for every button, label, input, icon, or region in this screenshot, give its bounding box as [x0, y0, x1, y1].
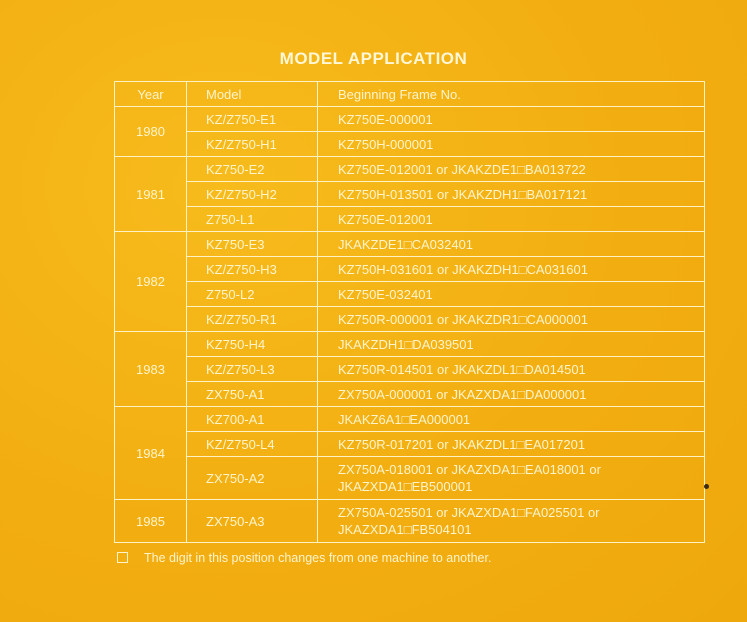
frame-cell — [318, 107, 705, 132]
model-cell: KZ750-E3 — [187, 232, 318, 257]
frame-cell — [318, 332, 705, 357]
frame-cell — [318, 307, 705, 332]
model-cell: ZX750-A1 — [187, 382, 318, 407]
table-row — [115, 282, 705, 307]
year-cell: 1984 — [115, 407, 187, 500]
table-row — [115, 457, 705, 500]
frame-cell — [318, 257, 705, 282]
frame-cell — [318, 207, 705, 232]
frame-number-line: ZX750A-025501 or JKAZXDA1□FA025501 or — [338, 505, 600, 520]
table-row — [115, 357, 705, 382]
model-cell: KZ/Z750-L3 — [187, 357, 318, 382]
model-cell: KZ700-A1 — [187, 407, 318, 432]
model-cell: KZ750-H4 — [187, 332, 318, 357]
frame-cell — [318, 132, 705, 157]
frame-cell — [318, 407, 705, 432]
frame-cell — [318, 457, 705, 500]
table-row — [115, 182, 705, 207]
frame-number-line: JKAZXDA1□FB504101 — [338, 522, 472, 537]
page-title: MODEL APPLICATION — [279, 49, 468, 68]
footnote-text: The digit in this position changes from one machine to another. — [144, 551, 492, 565]
header-model: Model — [187, 82, 318, 107]
frame-number-line: KZ750H-013501 or JKAKZDH1□BA017121 — [338, 186, 588, 202]
model-cell: KZ/Z750-L4 — [187, 432, 318, 457]
table-row — [115, 382, 705, 407]
frame-number-line: JKAKZDH1□DA039501 — [338, 336, 474, 352]
frame-cell — [318, 282, 705, 307]
frame-number-line: KZ750E-012001 — [338, 211, 433, 227]
model-cell: KZ/Z750-E1 — [187, 107, 318, 132]
frame-number-line: ZX750A-018001 or JKAZXDA1□EA018001 or — [338, 462, 601, 477]
table-body — [115, 107, 705, 543]
model-application-table — [114, 81, 705, 543]
frame-number-line: JKAKZDE1□CA032401 — [338, 236, 474, 252]
table-row — [115, 157, 705, 182]
table-row — [115, 500, 705, 543]
frame-number-line: KZ750H-000001 — [338, 136, 434, 152]
footnote — [117, 551, 491, 565]
frame-number-line: JKAKZ6A1□EA000001 — [338, 411, 471, 427]
year-cell: 1980 — [115, 107, 187, 157]
year-cell: 1983 — [115, 332, 187, 407]
frame-cell — [318, 357, 705, 382]
frame-cell — [318, 157, 705, 182]
frame-number-line: KZ750H-031601 or JKAKZDH1□CA031601 — [338, 261, 588, 277]
model-cell: Z750-L2 — [187, 282, 318, 307]
model-cell: ZX750-A2 — [187, 457, 318, 500]
frame-cell — [318, 182, 705, 207]
year-cell: 1985 — [115, 500, 187, 543]
table-row — [115, 257, 705, 282]
header-year: Year — [115, 82, 187, 107]
frame-cell — [318, 500, 705, 543]
ink-spot — [704, 484, 709, 489]
frame-number-line: JKAZXDA1□EB500001 — [338, 479, 473, 494]
table-row — [115, 132, 705, 157]
table-row — [115, 432, 705, 457]
model-cell: KZ/Z750-H3 — [187, 257, 318, 282]
model-cell: KZ750-E2 — [187, 157, 318, 182]
square-placeholder-icon — [117, 552, 128, 563]
model-cell: KZ/Z750-H2 — [187, 182, 318, 207]
table-row — [115, 332, 705, 357]
frame-number-line: KZ750R-000001 or JKAKZDR1□CA000001 — [338, 311, 588, 327]
table-row — [115, 207, 705, 232]
year-cell: 1981 — [115, 157, 187, 232]
table-row — [115, 232, 705, 257]
frame-number-line: KZ750R-014501 or JKAKZDL1□DA014501 — [338, 361, 586, 377]
frame-number-line: KZ750E-012001 or JKAKZDE1□BA013722 — [338, 161, 586, 177]
header-frame: Beginning Frame No. — [318, 82, 705, 107]
frame-cell — [318, 382, 705, 407]
frame-number-line: KZ750E-032401 — [338, 286, 433, 302]
model-cell: ZX750-A3 — [187, 500, 318, 543]
frame-number-line: ZX750A-000001 or JKAZXDA1□DA000001 — [338, 386, 587, 402]
model-cell: Z750-L1 — [187, 207, 318, 232]
frame-number-line: KZ750E-000001 — [338, 111, 433, 127]
frame-cell — [318, 432, 705, 457]
model-cell: KZ/Z750-R1 — [187, 307, 318, 332]
model-cell: KZ/Z750-H1 — [187, 132, 318, 157]
table-row — [115, 307, 705, 332]
header-row — [115, 82, 705, 107]
year-cell: 1982 — [115, 232, 187, 332]
table-row — [115, 407, 705, 432]
frame-cell — [318, 232, 705, 257]
frame-number-line: KZ750R-017201 or JKAKZDL1□EA017201 — [338, 436, 586, 452]
table-row — [115, 107, 705, 132]
